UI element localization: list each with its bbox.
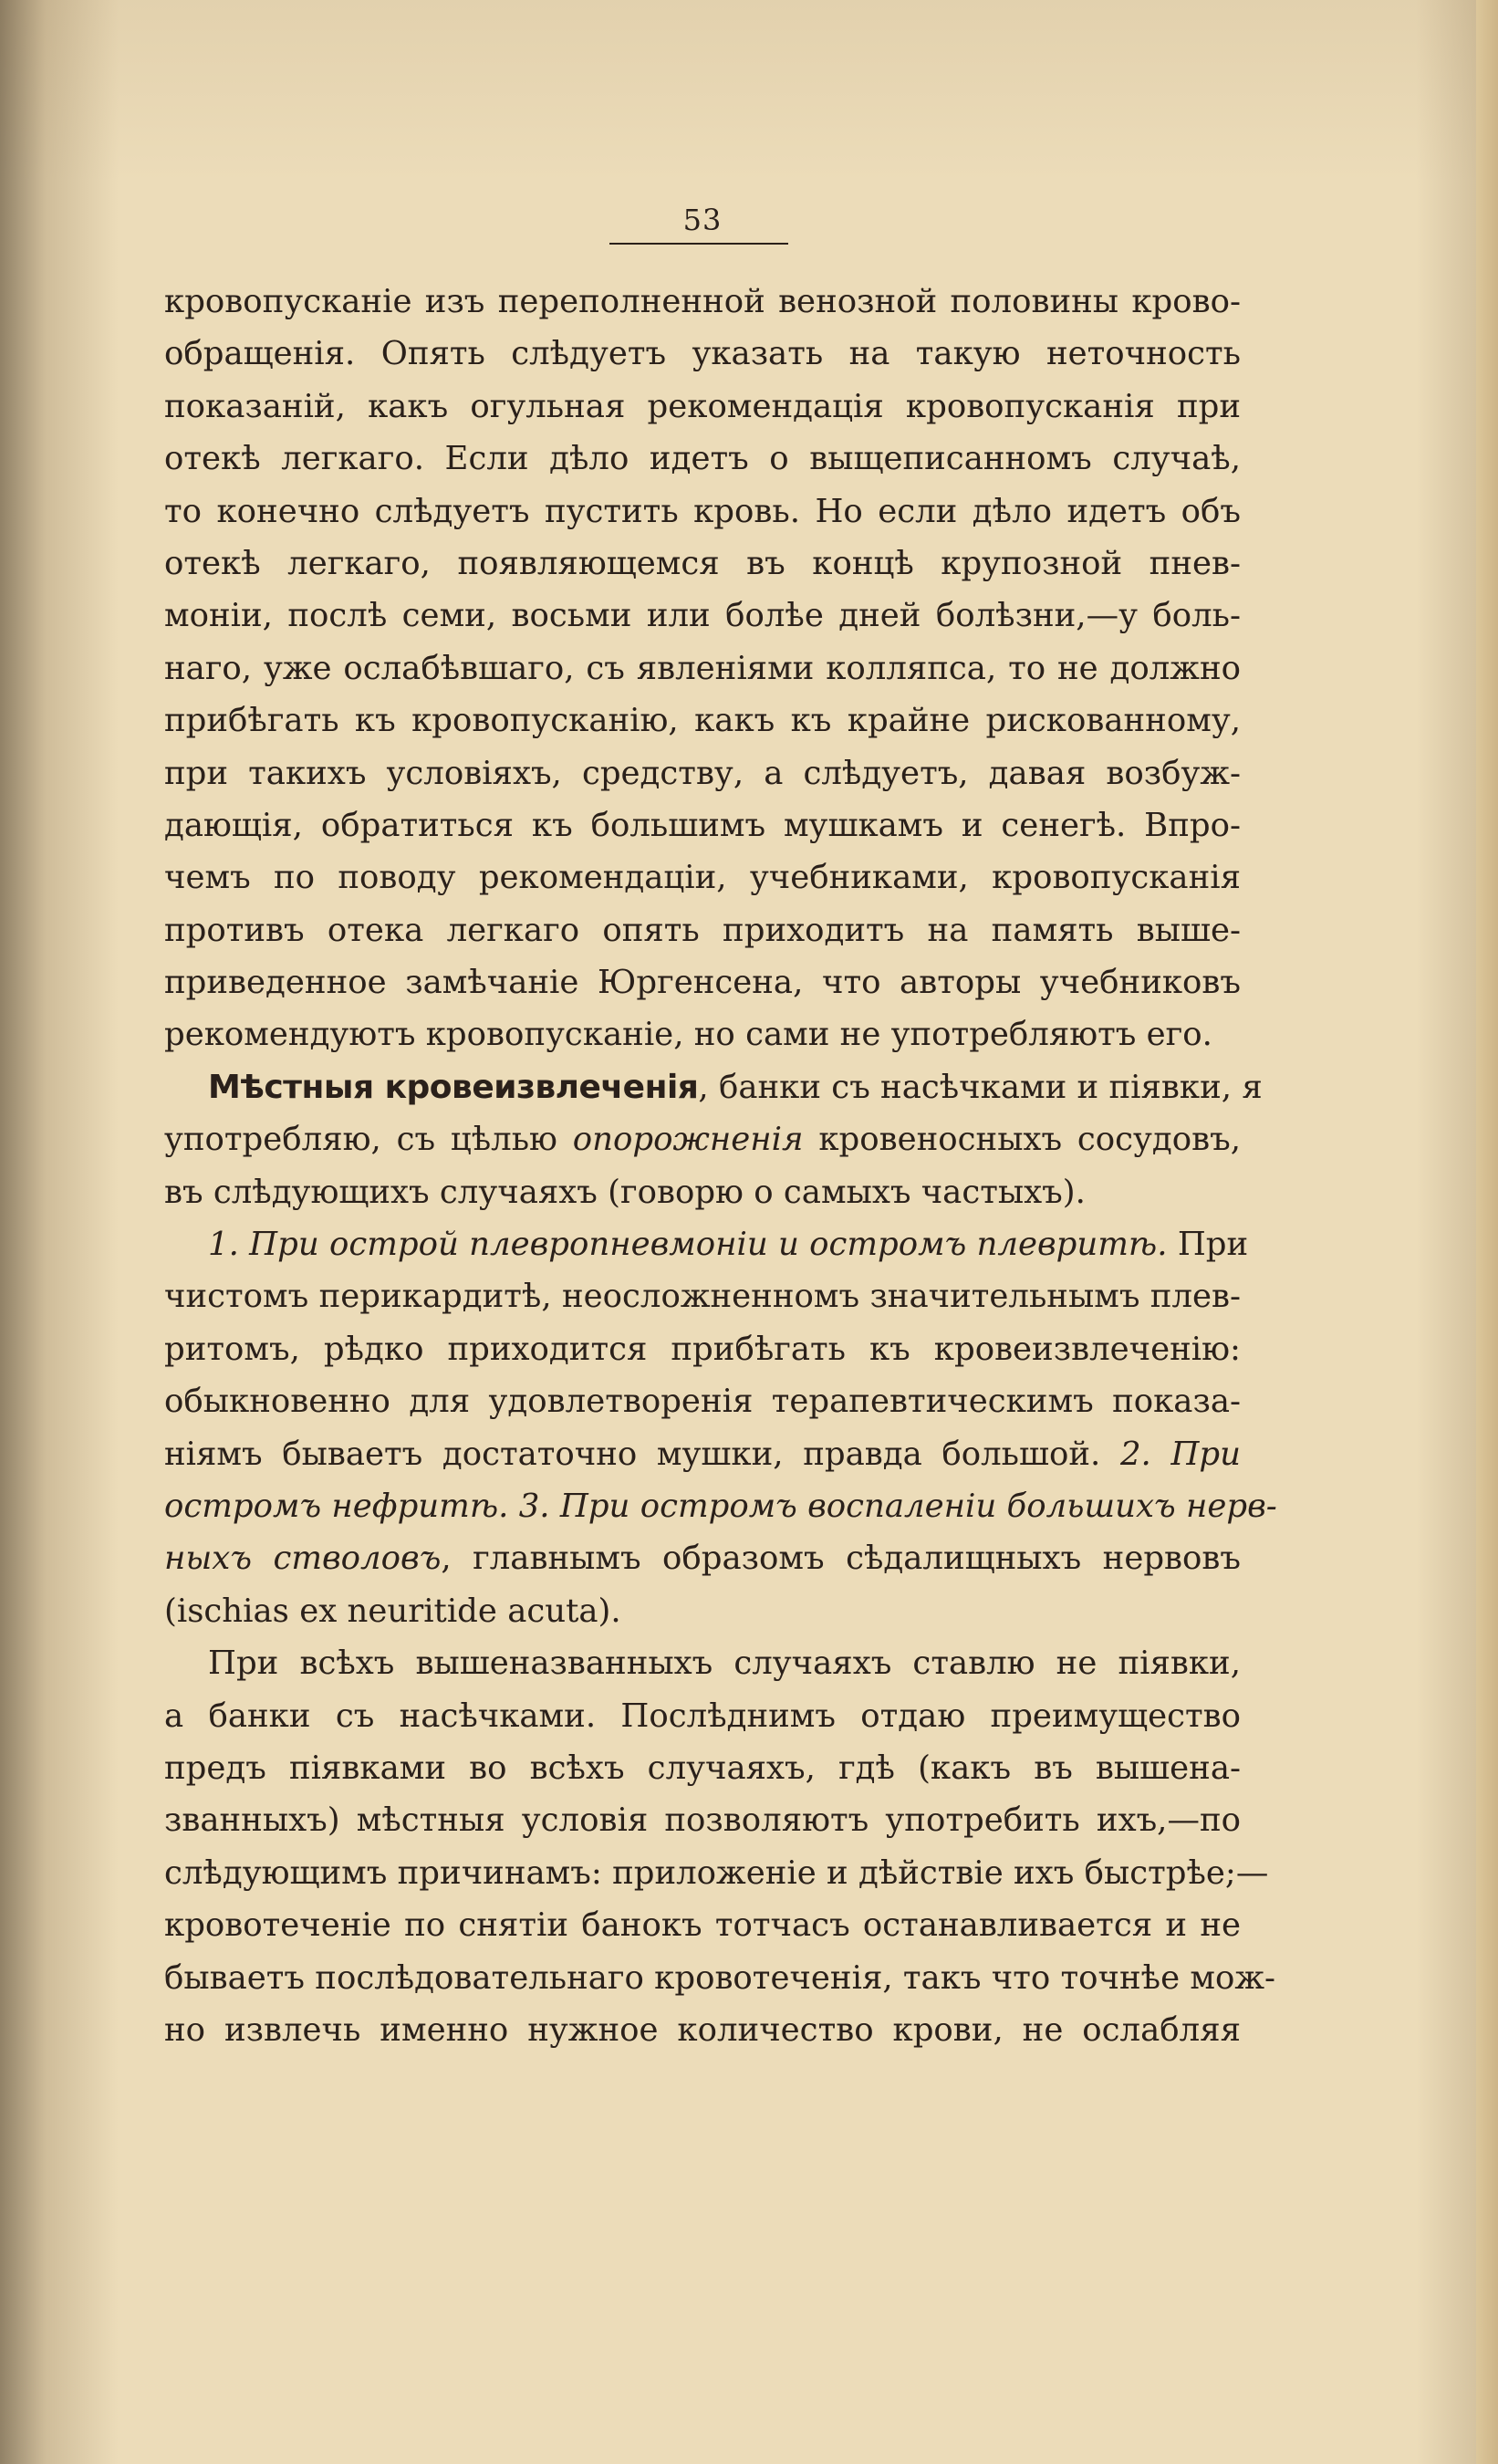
text-line <box>164 1952 1276 2004</box>
page-number-rule <box>609 243 788 245</box>
text-segment: кровотеченіе по снятіи банокъ тотчасъ останавливается и не <box>164 1906 1241 1945</box>
text-segment: При всѣхъ вышеназванныхъ случаяхъ ставлю не піявки, <box>208 1644 1241 1683</box>
text-line <box>164 328 1241 380</box>
text-line <box>164 2004 1241 2056</box>
text-line <box>164 1585 1241 1637</box>
italic-text: 2. При <box>1119 1435 1242 1473</box>
text-line <box>164 1008 1241 1060</box>
text-line <box>164 1270 1241 1322</box>
text-segment: бываетъ послѣдовательнаго кровотеченія, такъ что точнѣе мож- <box>164 1958 1276 1997</box>
italic-text: ныхъ стволовъ <box>164 1540 442 1578</box>
text-segment: приведенное замѣчаніе Юргенсена, что авторы учебниковъ <box>164 964 1241 1002</box>
text-line <box>164 1218 1249 1270</box>
text-segment: (ischias ex neuritide acuta). <box>164 1592 621 1630</box>
text-segment: предъ піявками во всѣхъ случаяхъ, гдѣ (какъ въ вышена- <box>164 1749 1241 1787</box>
text-line <box>164 747 1241 799</box>
text-segment: кровеносныхъ сосудовъ, <box>803 1121 1241 1159</box>
text-segment: въ слѣдующихъ случаяхъ (говорю о самыхъ частыхъ). <box>164 1173 1086 1211</box>
text-line <box>164 381 1241 433</box>
text-line <box>164 1323 1241 1375</box>
text-line <box>164 1480 1277 1532</box>
text-line <box>164 956 1241 1008</box>
text-segment: употребляю, съ цѣлью <box>164 1121 573 1159</box>
text-segment: дающія, обратиться къ большимъ мушкамъ и сенегѣ. Впро- <box>164 806 1241 844</box>
text-line <box>164 1690 1241 1742</box>
italic-text: остромъ нефритѣ. 3. При остромъ воспаленіи большихъ нерв- <box>164 1487 1277 1525</box>
text-line <box>164 1742 1241 1794</box>
text-line <box>164 1166 1241 1218</box>
text-line <box>164 694 1241 747</box>
text-segment: При <box>1167 1226 1249 1264</box>
text-line <box>164 276 1241 328</box>
page-number: 53 <box>682 203 723 237</box>
text-segment: званныхъ) мѣстныя условія позволяютъ употребить ихъ,—по <box>164 1801 1241 1840</box>
text-segment: противъ отека легкаго опять приходитъ на память выше- <box>164 911 1241 949</box>
text-segment: при такихъ условіяхъ, средству, а слѣдуетъ, давая возбуж- <box>164 754 1241 792</box>
text-segment: обыкновенно для удовлетворенія терапевтическимъ показа- <box>164 1383 1241 1421</box>
text-segment: чемъ по поводу рекомендаціи, учебниками, кровопусканія <box>164 859 1241 897</box>
text-segment: обращенія. Опять слѣдуетъ указать на такую неточность <box>164 335 1241 373</box>
page-edge <box>1476 0 1498 2464</box>
italic-text: опорожненія <box>572 1121 804 1159</box>
text-line <box>164 433 1241 485</box>
text-segment: показаній, какъ огульная рекомендація кровопусканія при <box>164 387 1241 425</box>
text-line <box>164 799 1241 851</box>
text-line <box>164 1794 1241 1846</box>
text-segment: прибѣгать къ кровопусканію, какъ къ крайне рискованному, <box>164 702 1241 740</box>
text-segment: чистомъ перикардитѣ, неосложненномъ значительнымъ плев- <box>164 1278 1241 1316</box>
text-segment: кровопусканіе изъ переполненной венозной половины крово- <box>164 283 1241 320</box>
text-segment: ритомъ, рѣдко приходится прибѣгать къ кровеизвлеченію: <box>164 1330 1241 1368</box>
body-text <box>164 276 1277 2056</box>
text-line <box>164 1375 1241 1427</box>
text-segment: а банки съ насѣчками. Послѣднимъ отдаю преимущество <box>164 1697 1241 1735</box>
text-line <box>164 485 1241 538</box>
text-line <box>164 1061 1263 1113</box>
text-segment: моніи, послѣ семи, восьми или болѣе дней болѣзни,—у боль- <box>164 597 1241 635</box>
text-line <box>164 1113 1241 1165</box>
text-line <box>164 904 1241 956</box>
text-line <box>164 851 1241 903</box>
text-segment: отекѣ легкаго, появляющемся въ концѣ крупозной пнев- <box>164 544 1241 582</box>
italic-text: 1. При острой плевропневмоніи и остромъ плевритѣ. <box>208 1226 1168 1264</box>
text-segment: ніямъ бываетъ достаточно мушки, правда большой. <box>164 1435 1120 1473</box>
text-line <box>164 1899 1241 1951</box>
section-heading: Мѣстныя кровеизвлеченія <box>208 1068 699 1106</box>
text-segment: , банки съ насѣчками и піявки, я <box>698 1068 1263 1106</box>
text-segment: отекѣ легкаго. Если дѣло идетъ о выщеписанномъ случаѣ, <box>164 440 1241 478</box>
text-line <box>164 642 1241 694</box>
text-segment: рекомендуютъ кровопусканіе, но сами не употребляютъ его. <box>164 1016 1212 1054</box>
text-segment: слѣдующимъ причинамъ: приложеніе и дѣйствіе ихъ быстрѣе;— <box>164 1853 1269 1892</box>
text-segment: то конечно слѣдуетъ пустить кровь. Но если дѣло идетъ объ <box>164 492 1241 530</box>
text-line <box>164 1637 1241 1689</box>
text-segment: но извлечь именно нужное количество крови, не ослабляя <box>164 2010 1241 2049</box>
text-line <box>164 538 1241 590</box>
text-line <box>164 1428 1241 1480</box>
text-segment: , главнымъ образомъ сѣдалищныхъ нервовъ <box>441 1540 1241 1578</box>
text-segment: наго, уже ослабѣвшаго, съ явленіями колляпса, то не должно <box>164 649 1241 687</box>
text-line <box>164 1532 1241 1584</box>
text-line <box>164 590 1241 642</box>
text-line <box>164 1847 1269 1899</box>
